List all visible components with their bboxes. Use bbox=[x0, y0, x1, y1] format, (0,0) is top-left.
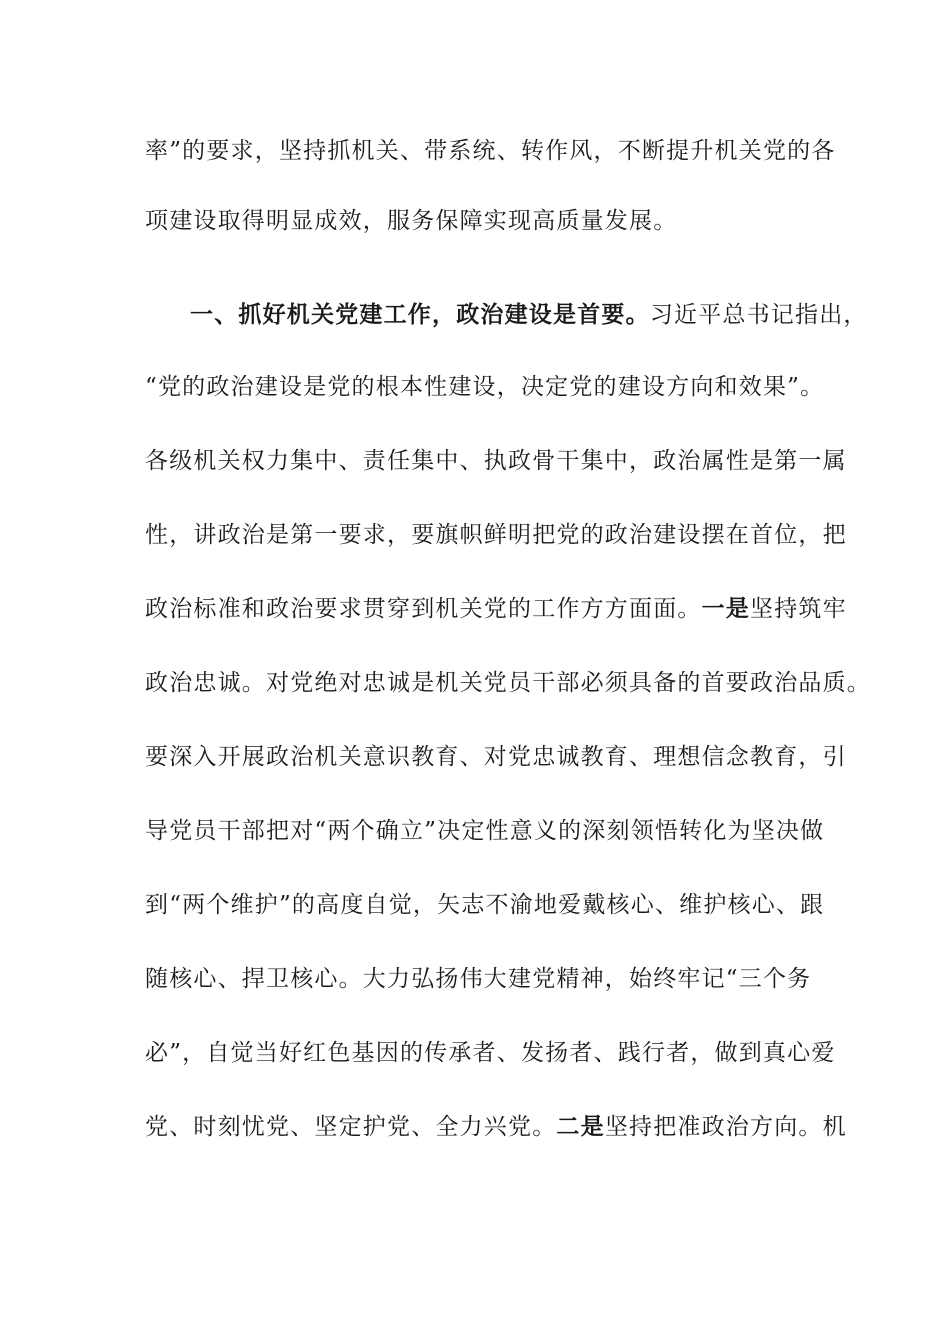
body-text-line bbox=[145, 1107, 847, 1147]
text-run: 到“两个维护”的高度自觉，矢志不渝地爱戴核心、维护核心、跟 bbox=[145, 892, 825, 918]
body-text-line bbox=[145, 589, 847, 629]
body-text-line bbox=[145, 885, 825, 925]
text-run: 政治标准和政治要求贯穿到机关党的工作方方面面。 bbox=[145, 596, 702, 622]
text-run: 坚持把准政治方向。机 bbox=[604, 1114, 847, 1140]
point-marker: 一是 bbox=[701, 595, 751, 622]
text-run: 随核心、捍卫核心。大力弘扬伟大建党精神，始终牢记“三个务 bbox=[145, 966, 812, 992]
point-marker: 二是 bbox=[556, 1113, 605, 1140]
body-text-line bbox=[145, 367, 825, 407]
body-text-line bbox=[145, 663, 871, 703]
text-run: 项建设取得明显成效，服务保障实现高质量发展。 bbox=[145, 208, 678, 234]
text-run: 必”，自觉当好红色基因的传承者、发扬者、践行者，做到真心爱 bbox=[145, 1040, 836, 1066]
text-run: 党、时刻忧党、坚定护党、全力兴党。 bbox=[145, 1114, 557, 1140]
text-run: 导党员干部把对“两个确立”决定性意义的深刻领悟转化为坚决做 bbox=[145, 818, 825, 844]
body-text-line bbox=[145, 811, 825, 851]
body-text-line bbox=[145, 201, 805, 241]
text-run: 习近平总书记指出， bbox=[649, 302, 868, 328]
text-run: 政治忠诚。对党绝对忠诚是机关党员干部必须具备的首要政治品质。 bbox=[145, 670, 871, 696]
body-text-line bbox=[145, 1033, 836, 1073]
section-heading: 一、抓好机关党建工作，政治建设是首要。 bbox=[190, 301, 650, 328]
body-text-line bbox=[145, 131, 836, 171]
text-run: 坚持筑牢 bbox=[750, 596, 847, 622]
text-run: 各级机关权力集中、责任集中、执政骨干集中，政治属性是第一属 bbox=[145, 448, 847, 474]
text-run: 要深入开展政治机关意识教育、对党忠诚教育、理想信念教育，引 bbox=[145, 744, 847, 770]
body-text-line bbox=[145, 515, 847, 555]
text-run: “党的政治建设是党的根本性建设，决定党的建设方向和效果”。 bbox=[145, 374, 825, 400]
text-run: 率”的要求，坚持抓机关、带系统、转作风，不断提升机关党的各 bbox=[145, 138, 836, 164]
body-text-line bbox=[145, 959, 812, 999]
text-run: 性，讲政治是第一要求，要旗帜鲜明把党的政治建设摆在首位，把 bbox=[145, 522, 847, 548]
section-heading-line bbox=[190, 295, 868, 335]
body-text-line bbox=[145, 441, 847, 481]
body-text-line bbox=[145, 737, 847, 777]
